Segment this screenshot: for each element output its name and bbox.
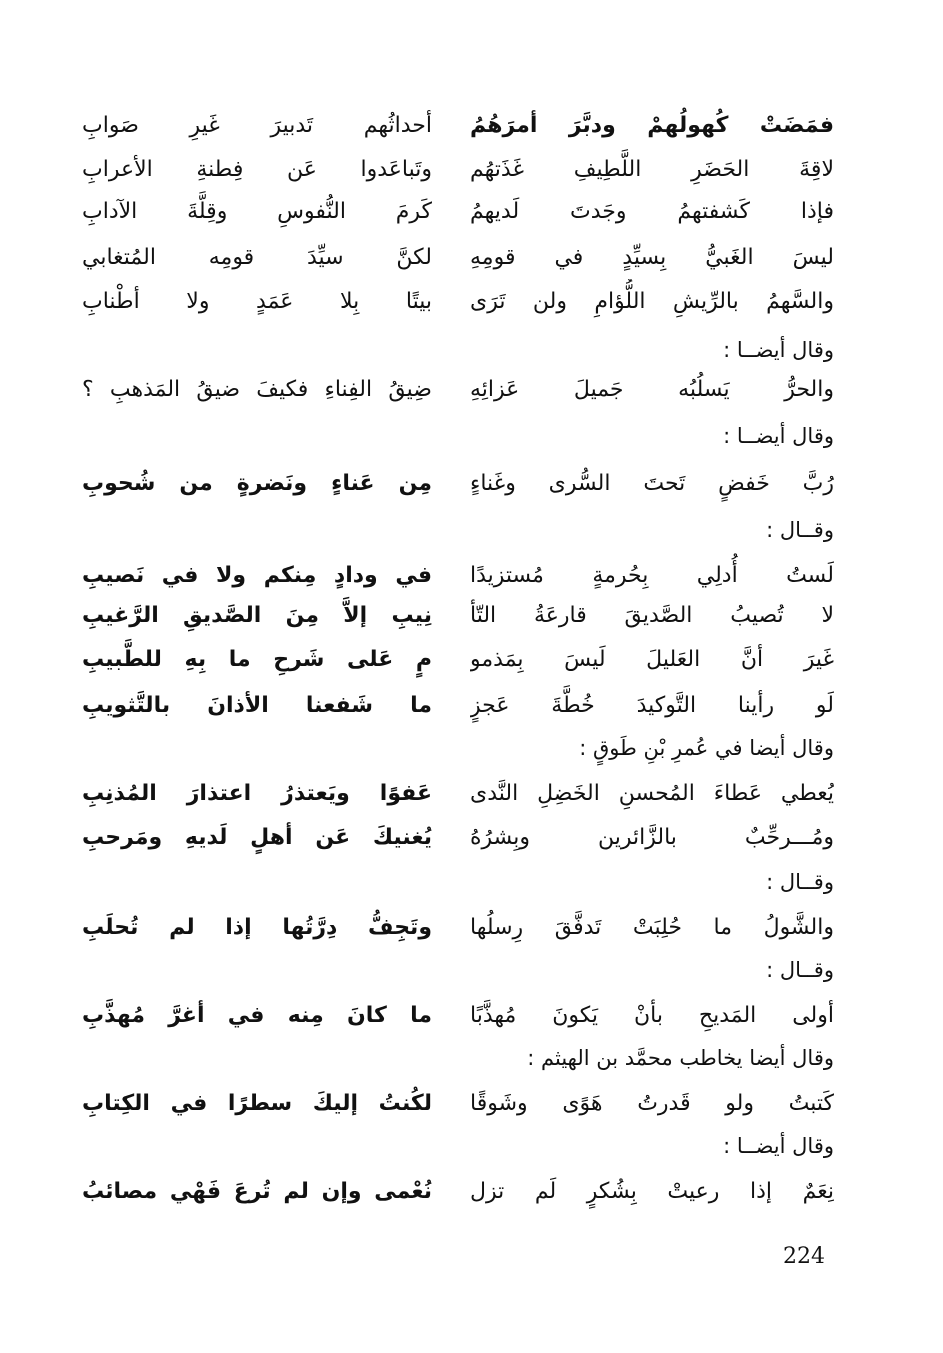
verse-line	[0, 147, 943, 193]
section-intro: وقــال :	[766, 870, 834, 894]
verse-line	[0, 103, 943, 149]
second-hemistich: نُعْمى وإن لم تُرعَ فَهْي مصائبُ	[82, 1179, 432, 1204]
second-hemistich: مِن عَناءٍ ونَضرةٍ من شُحوبِ	[82, 471, 432, 496]
verse-line	[0, 235, 943, 281]
verse-line	[0, 993, 943, 1039]
second-hemistich: وتَجِفُّ دِرَّتُها إذا لم تُحلَبِ	[82, 915, 432, 940]
first-hemistich: لَو رأينا التَّوكيدَ خُطَّةَ عَجزٍ	[470, 693, 834, 718]
second-hemistich: كَرمَ النُّفوسِ وقِلَّةَ الآدابِ	[82, 199, 432, 224]
second-hemistich: في ودادٍ مِنكم ولا في نَصيبِ	[82, 563, 432, 588]
first-hemistich: كَتبتُ ولو قَدرتُ هَوًى وشَوقًا	[470, 1091, 834, 1116]
section-intro: وقال أيضــا :	[723, 1134, 834, 1158]
section-intro: وقــال :	[766, 958, 834, 982]
second-hemistich: لكنَّ سيِّدَ قومِه المُتغابي	[82, 245, 432, 270]
first-hemistich: نِعَمٌ إذا رعيتْ بِشُكرٍ لَم تزل	[470, 1179, 834, 1204]
page-number: 224	[783, 1244, 825, 1269]
verse-line	[0, 279, 943, 325]
first-hemistich: غَيرَ أنَّ العَليلَ لَيسَ بِمَذمو	[470, 647, 834, 672]
verse-line	[0, 815, 943, 861]
first-hemistich: فإذا كَشفتهمُ وجَدتَ لَديهمُ	[470, 199, 834, 224]
first-hemistich: رُبَّ خَفضٍ تَحتَ السُّرى وغَناءٍ	[470, 471, 834, 496]
second-hemistich: نِيبِ إلاَّ مِنَ الصَّديقِ الرَّغيبِ	[82, 603, 432, 628]
verse-line	[0, 367, 943, 413]
verse-line	[0, 637, 943, 683]
second-hemistich: ما شَفعنا الأذانَ بالتَّثويبِ	[82, 693, 432, 718]
second-hemistich: مٍ عَلى شَرحِ ما بِهِ للطَّبيبِ	[82, 647, 432, 672]
first-hemistich: لَستُ أُدلِي بِحُرمةٍ مُستزيدًا	[470, 563, 834, 588]
section-intro: وقال أيضــا :	[723, 338, 834, 362]
second-hemistich: لكُنتُ إليكَ سطرًا في الكِتابِ	[82, 1091, 432, 1116]
second-hemistich: وتَباعَدوا عَن فِطنةِ الأعرابِ	[82, 157, 432, 182]
first-hemistich: والشَّولُ ما حُلِبَتْ تَدفَّقَ رِسلُها	[470, 915, 834, 940]
verse-line	[0, 189, 943, 235]
verse-line	[0, 1081, 943, 1127]
verse-line	[0, 905, 943, 951]
second-hemistich: أحداثُهم تَدبيرَ غَيرِ صَوابِ	[82, 113, 432, 138]
verse-line	[0, 683, 943, 729]
first-hemistich: يُعطي عَطاءَ المُحسنِ الخَضِلِ النَّدى	[470, 781, 834, 806]
second-hemistich: بيتًا بِلا عَمَدٍ ولا أطْنابِ	[82, 289, 432, 314]
first-hemistich: والحرُّ يَسلُبُه جَميلَ عَزائِهِ	[470, 377, 834, 402]
second-hemistich: ضِيقُ الفِناءِ فكيفَ ضيقُ المَذهبِ ؟	[82, 377, 432, 402]
section-intro: وقال أيضا يخاطب محمَّد بن الهيثم :	[527, 1046, 834, 1070]
verse-line	[0, 771, 943, 817]
second-hemistich: ما كانَ مِنه في أغرَّ مُهذَّبِ	[82, 1003, 432, 1028]
verse-line	[0, 461, 943, 507]
section-intro: وقال أيضــا :	[723, 424, 834, 448]
section-intro: وقال أيضا في عُمرِ بْنِ طَوقٍ :	[579, 736, 834, 760]
first-hemistich: ليسَ الغَبيُّ بِسيِّدٍ في قومِهِ	[470, 245, 834, 270]
first-hemistich: والسَّهمُ بالرِّيشِ اللُّؤامِ ولن تَرَى	[470, 289, 834, 314]
first-hemistich: لاقِةَ الحَضَرِ اللَّطِيفِ غَذَتهُم	[470, 157, 834, 182]
first-hemistich: لا تُصيبُ الصَّديقَ قارعَةُ التّأ	[470, 603, 834, 628]
first-hemistich: ومُـــرحِّبٌ بالزَّائرين وبِشرُهُ	[470, 825, 834, 850]
section-intro: وقــال :	[766, 518, 834, 542]
second-hemistich: يُغنيكَ عَن أهلٍ لَديهِ ومَرحبِ	[82, 825, 432, 850]
verse-line	[0, 1169, 943, 1215]
first-hemistich: فمَضَتْ كُهولُهمْ ودبَّرَ أمرَهُمُ	[470, 113, 834, 138]
verse-line	[0, 593, 943, 639]
first-hemistich: أولى المَديحِ بأنْ يَكونَ مُهذَّبًا	[470, 1003, 834, 1028]
second-hemistich: عَفوًا ويَعتذرُ اعتذارَ المُذنِبِ	[82, 781, 432, 806]
